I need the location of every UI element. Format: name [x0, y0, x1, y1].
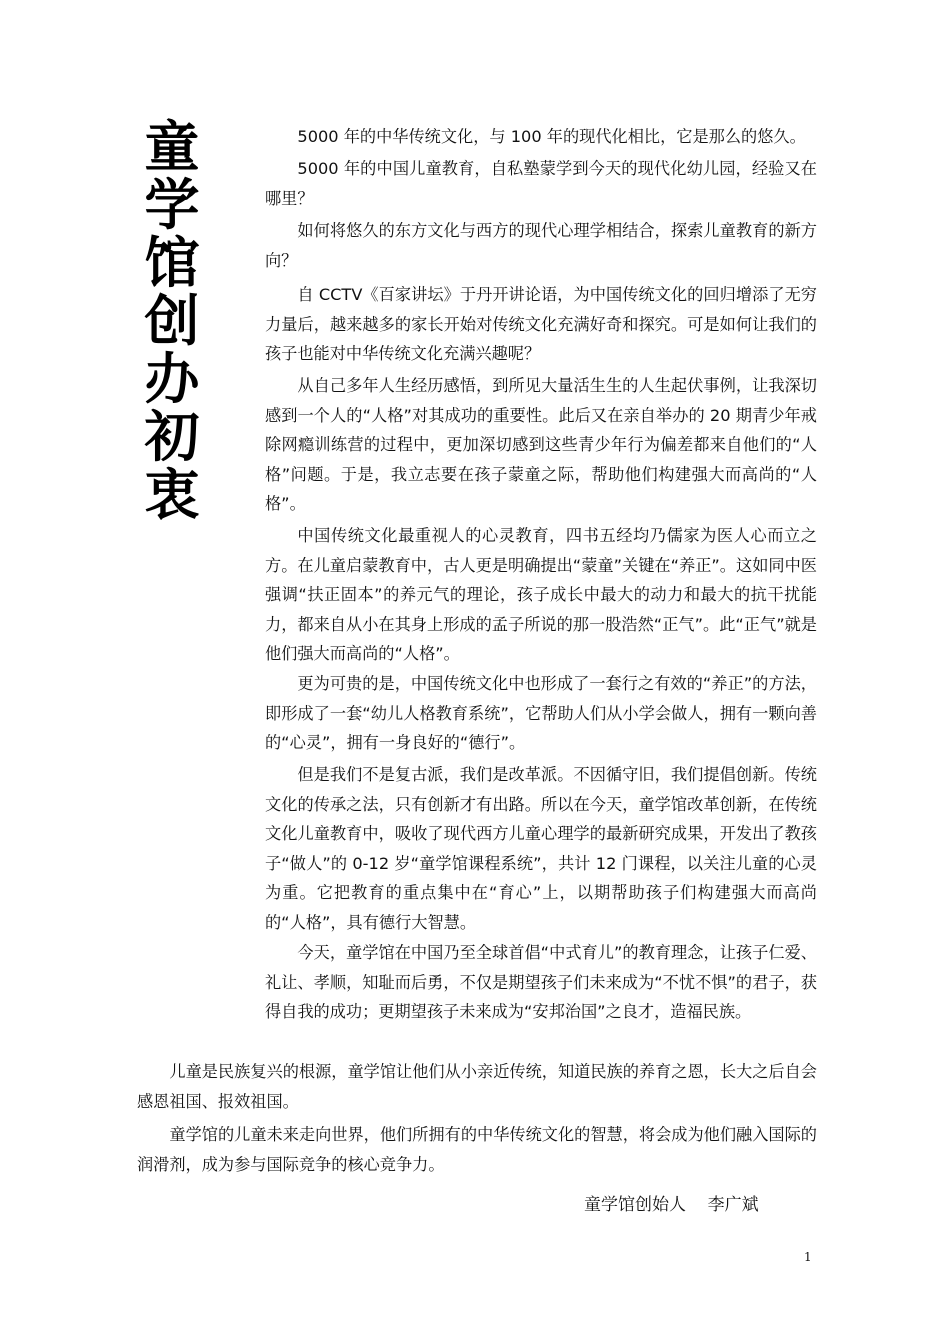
- title-char: 学: [144, 173, 200, 237]
- body-paragraph: 中国传统文化最重视人的心灵教育，四书五经均乃儒家为医人心而立之方。在儿童启蒙教育中，古人更是明确提出“蒙童”关键在“养正”。这如同中医强调“扶正固本”的养元气的理论，孩子成长中最大的动力和最大的抗干扰能力，都来自从小在其身上形成的孟子所说的那一股浩然“正气”。此“正气”就是他们强大而高尚的“人格”。: [265, 526, 817, 663]
- body-paragraph: 但是我们不是复古派，我们是改革派。不因循守旧，我们提倡创新。传统文化的传承之法，只有创新才有出路。所以在今天，童学馆改革创新，在传统文化儿童教育中，吸收了现代西方儿童心理学的最新研究成果，开发出了教孩子“做人”的 0-12 岁“童学馆课程系统”，共计 12 门课程，以关注儿童的心灵为重。它把教育的重点集中在“育心”上，以期帮助孩子们构建强大而高尚的“人格”，具有德行大智慧。: [265, 765, 817, 932]
- title-char: 创: [144, 289, 200, 353]
- body-paragraph: 童学馆的儿童未来走向世界，他们所拥有的中华传统文化的智慧，将会成为他们融入国际的润滑剂，成为参与国际竞争的核心竞争力。: [137, 1125, 817, 1174]
- body-paragraph: 儿童是民族复兴的根源，童学馆让他们从小亲近传统，知道民族的养育之恩，长大之后自会感恩祖国、报效祖国。: [137, 1062, 817, 1111]
- body-paragraph: 更为可贵的是，中国传统文化中也形成了一套行之有效的“养正”的方法，即形成了一套“幼儿人格教育系统”，它帮助人们从小学会做人，拥有一颗向善的“心灵”，拥有一身良好的“德行”。: [265, 674, 817, 752]
- body-paragraph: 今天，童学馆在中国乃至全球首倡“中式育儿”的教育理念，让孩子仁爱、礼让、孝顺，知耻而后勇，不仅是期望孩子们未来成为“不忧不惧”的君子，获得自我的成功；更期望孩子未来成为“安邦治国”之良才，造福民族。: [265, 943, 817, 1021]
- body-paragraph: 从自己多年人生经历感悟，到所见大量活生生的人生起伏事例，让我深切感到一个人的“人格”对其成功的重要性。此后又在亲自举办的 20 期青少年戒除网瘾训练营的过程中，更加深切感到这些青少年行为偏差都来自他们的“人格”问题。于是，我立志要在孩子蒙童之际，帮助他们构建强大而高尚的“人格”。: [265, 376, 817, 513]
- body-paragraph: 5000 年的中华传统文化，与 100 年的现代化相比，它是那么的悠久。: [297, 127, 806, 146]
- body-paragraph: 如何将悠久的东方文化与西方的现代心理学相结合，探索儿童教育的新方向？: [265, 221, 817, 270]
- signature: 童学馆创始人 李广斌: [584, 1195, 759, 1215]
- vertical-title: [142, 115, 202, 527]
- title-char: 馆: [144, 231, 200, 295]
- page-number: 1: [804, 1250, 812, 1264]
- title-char: 办: [144, 347, 200, 411]
- title-char: 初: [144, 405, 200, 469]
- body-paragraph: 5000 年的中国儿童教育，自私塾蒙学到今天的现代化幼儿园，经验又在哪里？: [265, 159, 817, 208]
- title-char: 衷: [144, 463, 200, 527]
- body-paragraph: 自 CCTV《百家讲坛》于丹开讲论语，为中国传统文化的回归增添了无穷力量后，越来越多的家长开始对传统文化充满好奇和探究。可是如何让我们的孩子也能对中华传统文化充满兴趣呢？: [265, 285, 817, 363]
- title-char: 童: [144, 115, 200, 179]
